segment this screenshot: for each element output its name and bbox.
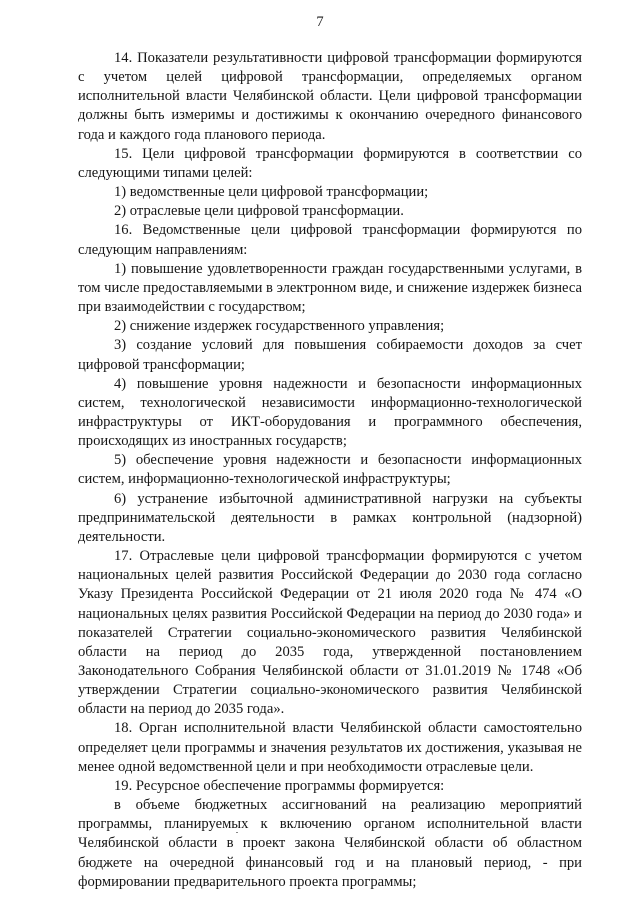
paragraph-16-item-1: 1) повышение удовлетворенности граждан государственными услугами, в том числе предоставляемыми в электронном виде, и снижение издержек бизнеса при взаимодействии с государством; [78,260,582,316]
paragraph-16: 16. Ведомственные цели цифровой трансформации формируются по следующим направлениям: [78,222,582,258]
paragraph-18: 18. Орган исполнительной власти Челябинской области самостоятельно определяет цели программы и значения результатов их достижения, указывая не менее одной ведомственной цели и при необходимости отраслевые цели. [78,720,582,775]
paragraph-19-item: в объеме бюджетных ассигнований на реализацию мероприятий программы, планируемых к включению органом исполнительной власти Челябинской области в проект закона Челябинской области об областном бюджете на очередной финансовый год и на плановый период, - при формировании предварительного проекта программы; [78,797,582,890]
paragraph-14: 14. Показатели результативности цифровой трансформации формируются с учетом целей цифровой трансформации, определяемых органом исполнительной власти Челябинской области. Цели цифровой трансформации должны быть измеримы и достижимы к окончанию очередного финансового года и каждого года планового периода. [78,50,582,143]
document-body [78,49,582,892]
paragraph-16-item-4: 4) повышение уровня надежности и безопасности информационных систем, технологической независимости информационно-технологической инфраструктуры от ИКТ-оборудования и программного обеспечения, происходящих из иностранных государств; [78,375,582,450]
paragraph-16-item-3: 3) создание условий для повышения собираемости доходов за счет цифровой трансформации; [78,337,582,373]
paragraph-15: 15. Цели цифровой трансформации формируются в соответствии со следующими типами целей: [78,145,582,181]
paragraph-15-item-1: 1) ведомственные цели цифровой трансформации; [114,184,429,201]
paragraph-16-item-6: 6) устранение избыточной административной нагрузки на субъекты предпринимательской деятельности в рамках контрольной (надзорной) деятельности. [78,490,582,545]
paragraph-16-item-5: 5) обеспечение уровня надежности и безопасности информационных систем, информационно-технологической инфраструктуры; [78,452,582,488]
paragraph-16-item-2: 2) снижение издержек государственного управления; [114,318,445,335]
paragraph-17: 17. Отраслевые цели цифровой трансформации формируются с учетом национальных целей развития Российской Федерации до 2030 года согласно Указу Президента Российской Федерации от 21 июля 2020 года № 474 «О национальных целях развития Российской Федерации на период до 2030 года» и показателей Стратегии социально-экономического развития Челябинской области на период до 2035 года, утвержденной постановлением Законодательного Собрания Челябинской области от 31.01.2019 № 1748 «Об утверждении Стратегии социально-экономического развития Челябинской области на период до 2035 года». [78,548,582,718]
page-number: 7 [316,14,324,30]
paragraph-19: 19. Ресурсное обеспечение программы формируется: [114,777,445,794]
paragraph-15-item-2: 2) отраслевые цели цифровой трансформации. [114,203,404,220]
scan-speck [236,832,238,833]
